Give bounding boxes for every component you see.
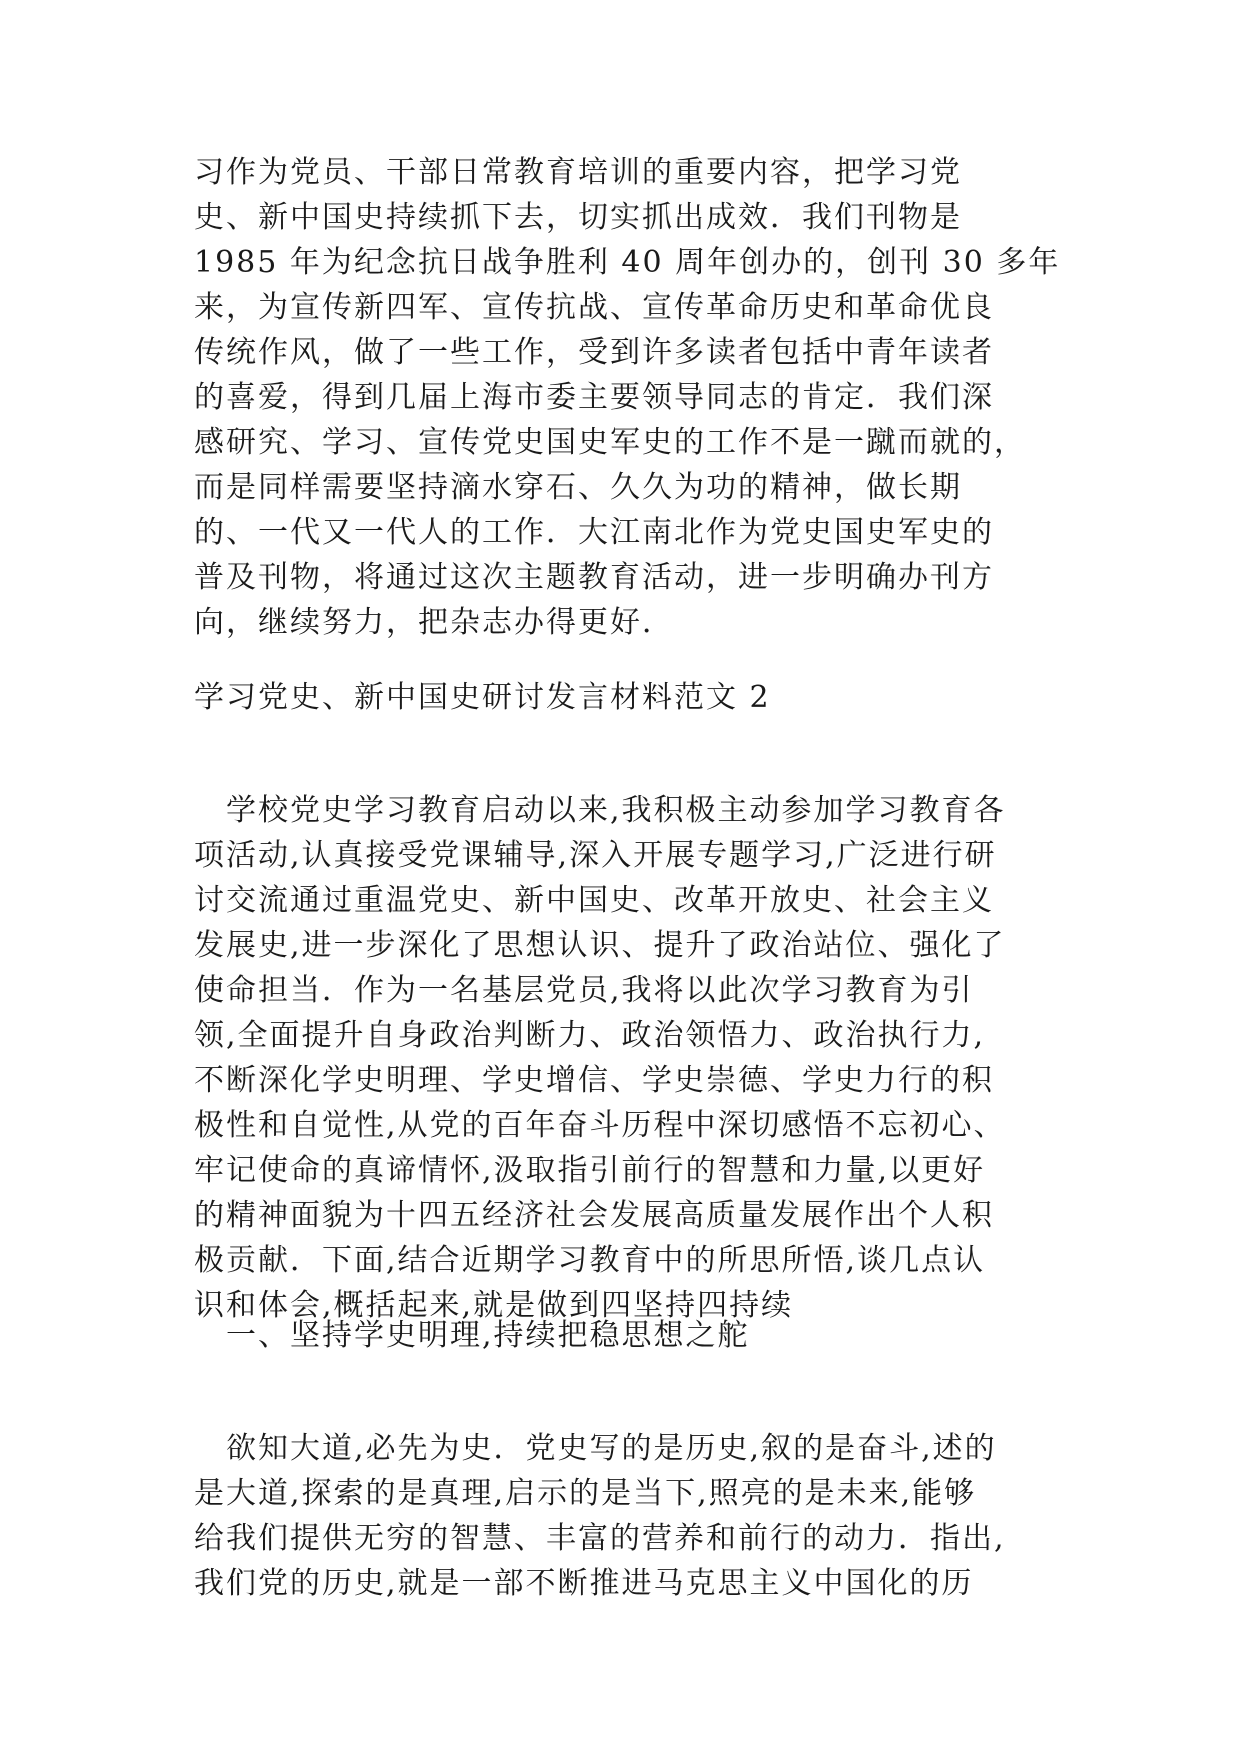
text-line: 的、一代又一代人的工作．大江南北作为党史国史军史的 (194, 515, 994, 550)
text-line: 讨交流通过重温党史、新中国史、改革开放史、社会主义 (194, 883, 994, 918)
subheading-text: 一、坚持学史明理,持续把稳思想之舵 (194, 1318, 750, 1353)
text-line: 识和体会,概括起来,就是做到四坚持四持续 (194, 1288, 794, 1323)
text-line: 普及刊物，将通过这次主题教育活动，进一步明确办刊方 (194, 560, 994, 595)
text-line: 是大道,探索的是真理,启示的是当下,照亮的是未来,能够 (194, 1476, 977, 1511)
text-line: 项活动,认真接受党课辅导,深入开展专题学习,广泛进行研 (194, 838, 997, 873)
text-line: 极性和自觉性,从党的百年奋斗历程中深切感悟不忘初心、 (194, 1108, 1006, 1143)
text-line: 1985 年为纪念抗日战争胜利 40 周年创办的，创刊 30 多年 (194, 245, 1061, 280)
text-line: 给我们提供无穷的智慧、丰富的营养和前行的动力．指出, (194, 1521, 1006, 1556)
section-subheading (194, 1313, 1074, 1358)
text-line: 发展史,进一步深化了思想认识、提升了政治站位、强化了 (194, 928, 1006, 963)
paragraph-intro (194, 150, 1074, 645)
text-line: 史、新中国史持续抓下去，切实抓出成效．我们刊物是 (194, 200, 962, 235)
text-line: 极贡献．下面,结合近期学习教育中的所思所悟,谈几点认 (194, 1243, 986, 1278)
text-line: 而是同样需要坚持滴水穿石、久久为功的精神，做长期 (194, 470, 962, 505)
paragraph-body (194, 788, 1074, 1328)
text-line: 我们党的历史,就是一部不断推进马克思主义中国化的历 (194, 1566, 974, 1601)
paragraph-section-one (194, 1426, 1074, 1606)
text-line: 向，继续努力，把杂志办得更好． (194, 605, 674, 640)
section-heading (194, 675, 1074, 720)
text-line: 感研究、学习、宣传党史国史军史的工作不是一蹴而就的， (194, 425, 1026, 460)
text-line: 的精神面貌为十四五经济社会发展高质量发展作出个人积 (194, 1198, 994, 1233)
text-line: 的喜爱，得到几届上海市委主要领导同志的肯定．我们深 (194, 380, 994, 415)
text-line: 来，为宣传新四军、宣传抗战、宣传革命历史和革命优良 (194, 290, 994, 325)
text-line: 牢记使命的真谛情怀,汲取指引前行的智慧和力量,以更好 (194, 1153, 986, 1188)
text-line: 使命担当．作为一名基层党员,我将以此次学习教育为引 (194, 973, 974, 1008)
text-line: 传统作风，做了一些工作，受到许多读者包括中青年读者 (194, 335, 994, 370)
text-line: 领,全面提升自身政治判断力、政治领悟力、政治执行力, (194, 1018, 986, 1053)
text-line: 不断深化学史明理、学史增信、学史崇德、学史力行的积 (194, 1063, 994, 1098)
text-line: 学校党史学习教育启动以来,我积极主动参加学习教育各 (194, 793, 1006, 828)
text-line: 欲知大道,必先为史．党史写的是历史,叙的是奋斗,述的 (194, 1431, 997, 1466)
text-line: 习作为党员、干部日常教育培训的重要内容，把学习党 (194, 155, 962, 190)
heading-text: 学习党史、新中国史研讨发言材料范文 2 (194, 680, 771, 715)
